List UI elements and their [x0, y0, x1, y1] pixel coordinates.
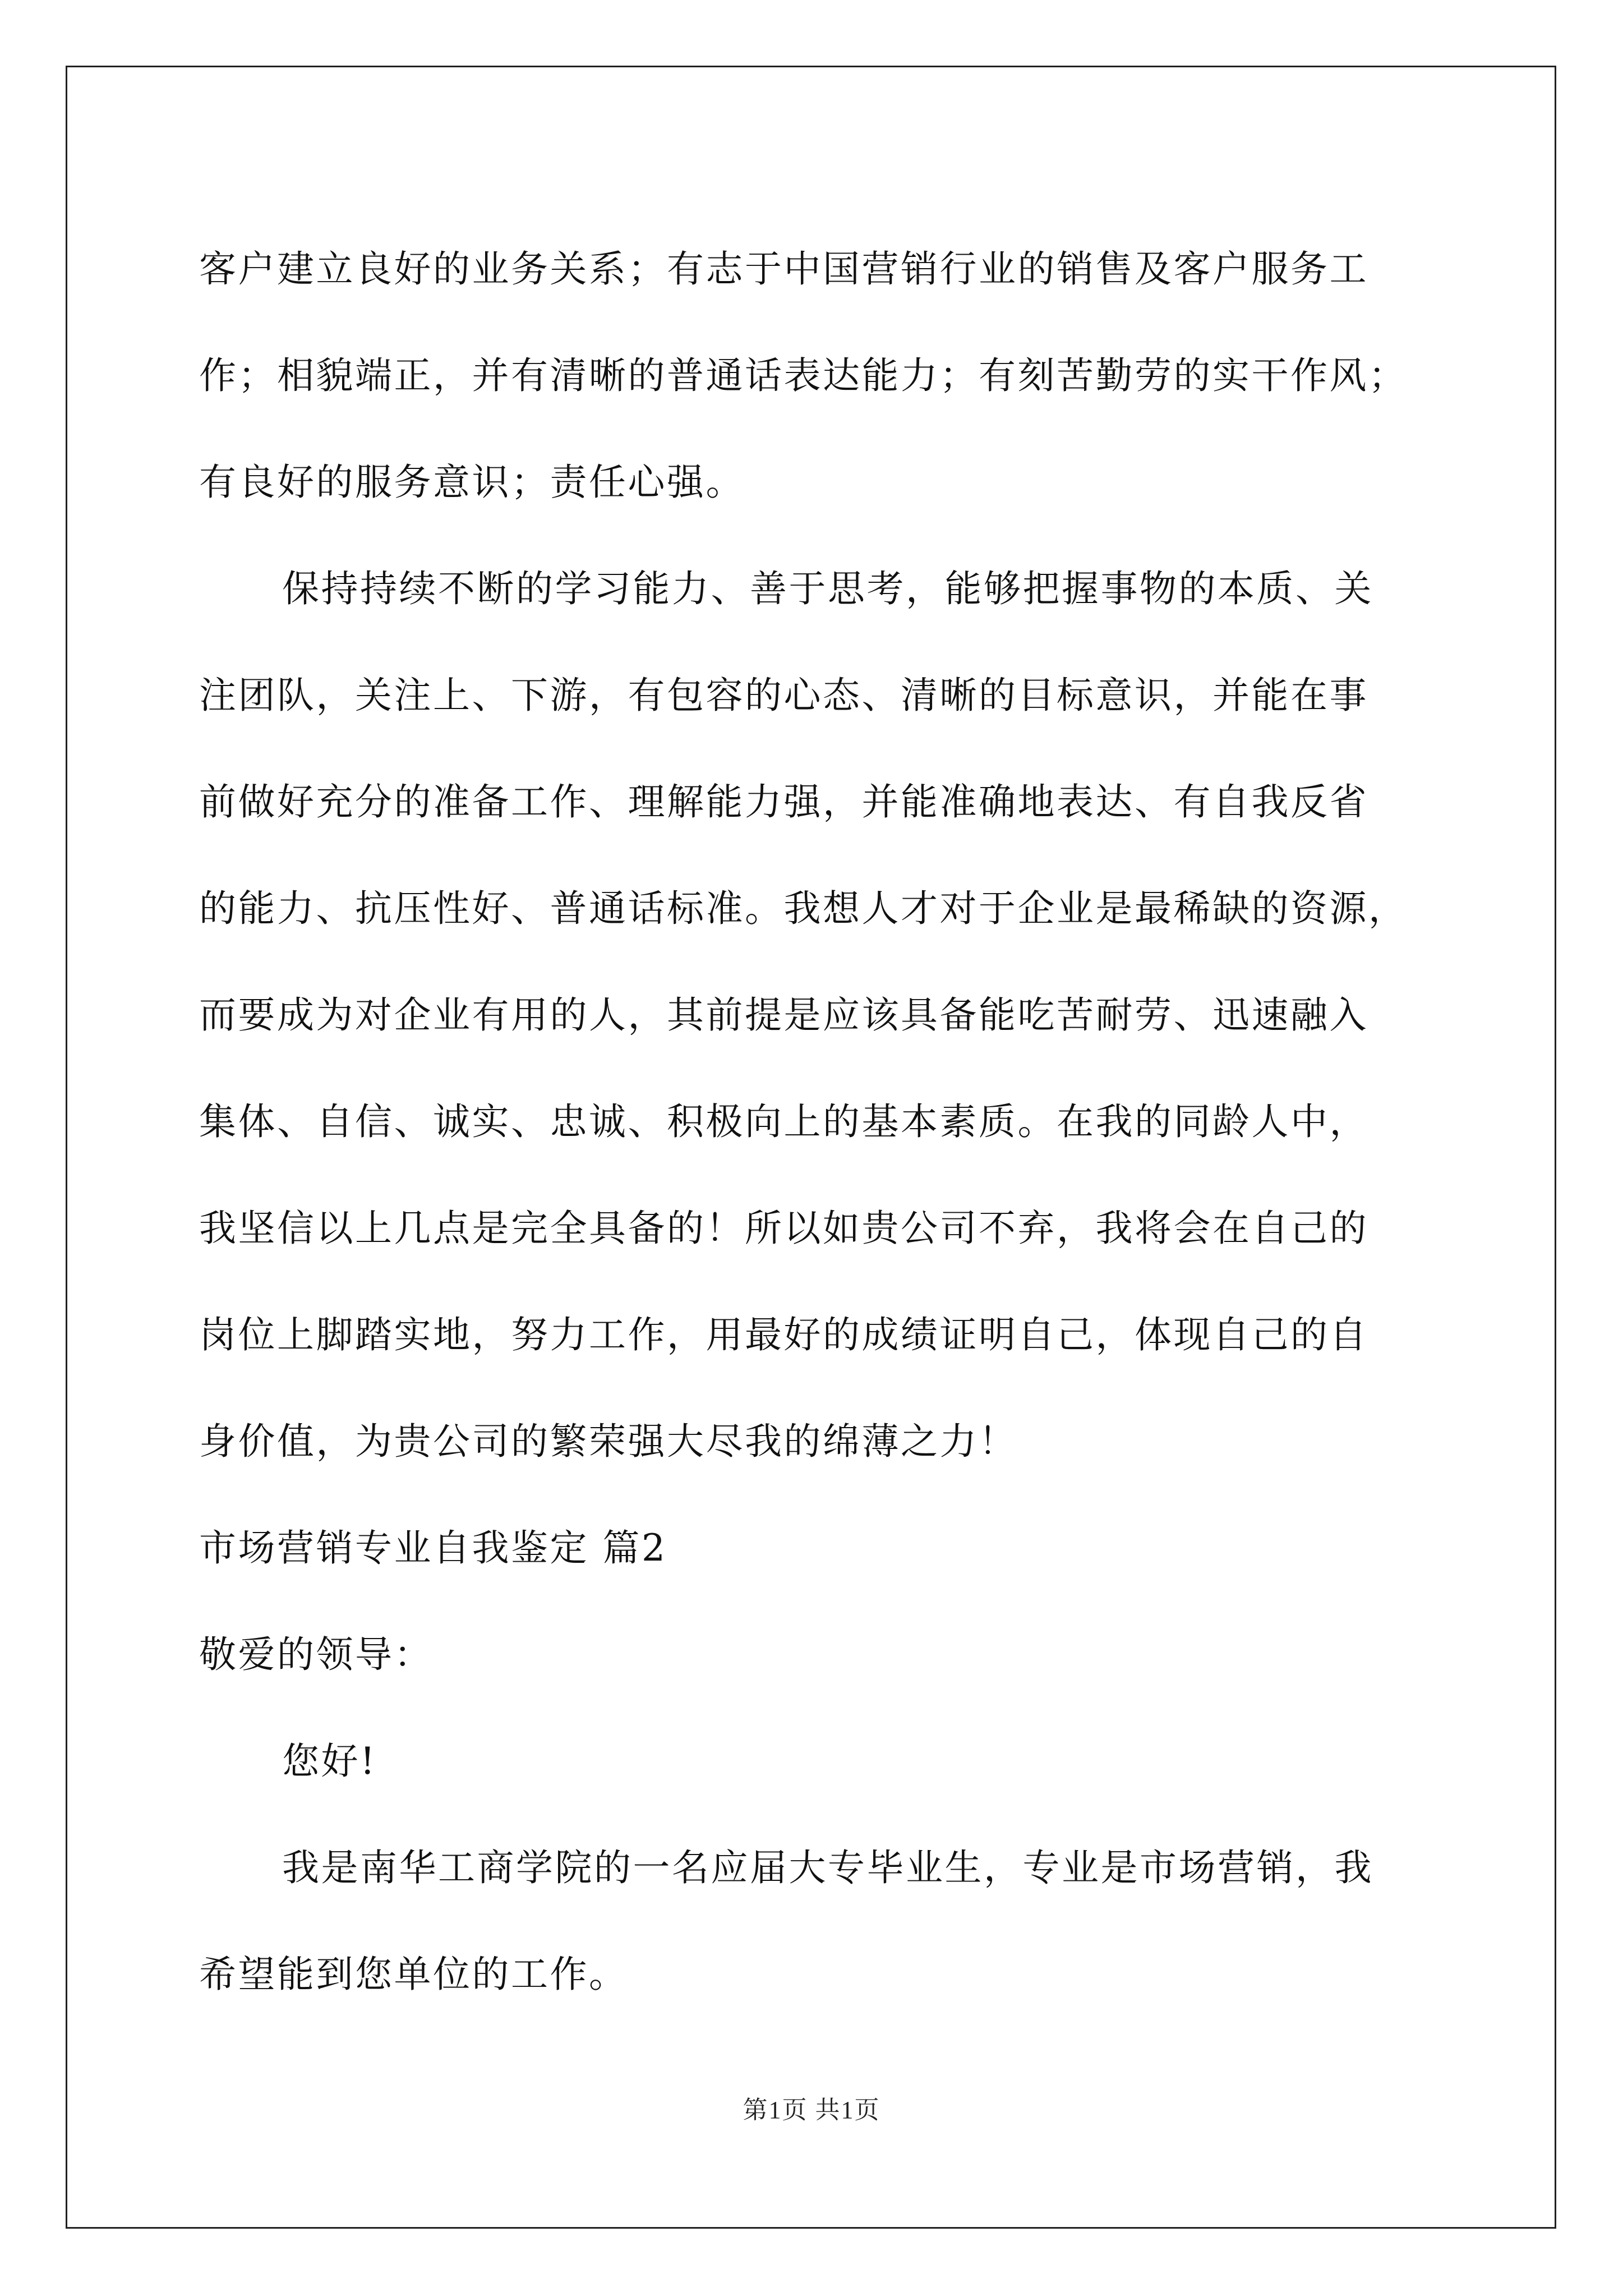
body-line: 而要成为对企业有用的人，其前提是应该具备能吃苦耐劳、迅速融入 [199, 993, 1368, 1037]
body-line: 注团队，关注上、下游，有包容的心态、清晰的目标意识，并能在事 [199, 674, 1368, 717]
salutation: 敬爱的领导： [199, 1633, 433, 1676]
body-line: 岗位上脚踏实地，努力工作，用最好的成绩证明自己，体现自己的自 [199, 1313, 1368, 1356]
body-line: 的能力、抗压性好、普通话标准。我想人才对于企业是最稀缺的资源， [199, 887, 1408, 930]
body-line: 希望能到您单位的工作。 [199, 1953, 628, 1996]
body-line: 前做好充分的准备工作、理解能力强，并能准确地表达、有自我反省 [199, 780, 1368, 823]
body-line: 集体、自信、诚实、忠诚、积极向上的基本素质。在我的同龄人中， [199, 1100, 1368, 1143]
body-line: 客户建立良好的业务关系；有志于中国营销行业的销售及客户服务工 [199, 247, 1368, 291]
paragraph-start-line: 我是南华工商学院的一名应届大专毕业生，专业是市场营销，我 [282, 1846, 1373, 1889]
body-line: 有良好的服务意识；责任心强。 [199, 461, 745, 504]
page-footer: 第1页 共1页 [743, 2096, 880, 2124]
section-heading: 市场营销专业自我鉴定 篇2 [199, 1526, 667, 1570]
body-line: 我坚信以上几点是完全具备的！所以如贵公司不弃，我将会在自己的 [199, 1207, 1368, 1250]
document-body [199, 216, 1424, 2028]
body-line: 身价值，为贵公司的繁荣强大尽我的绵薄之力！ [199, 1420, 1018, 1463]
paragraph-start-line: 保持持续不断的学习能力、善于思考，能够把握事物的本质、关 [282, 567, 1373, 610]
greeting: 您好! [282, 1740, 377, 1783]
body-line: 作；相貌端正，并有清晰的普通话表达能力；有刻苦勤劳的实干作风； [199, 354, 1408, 397]
